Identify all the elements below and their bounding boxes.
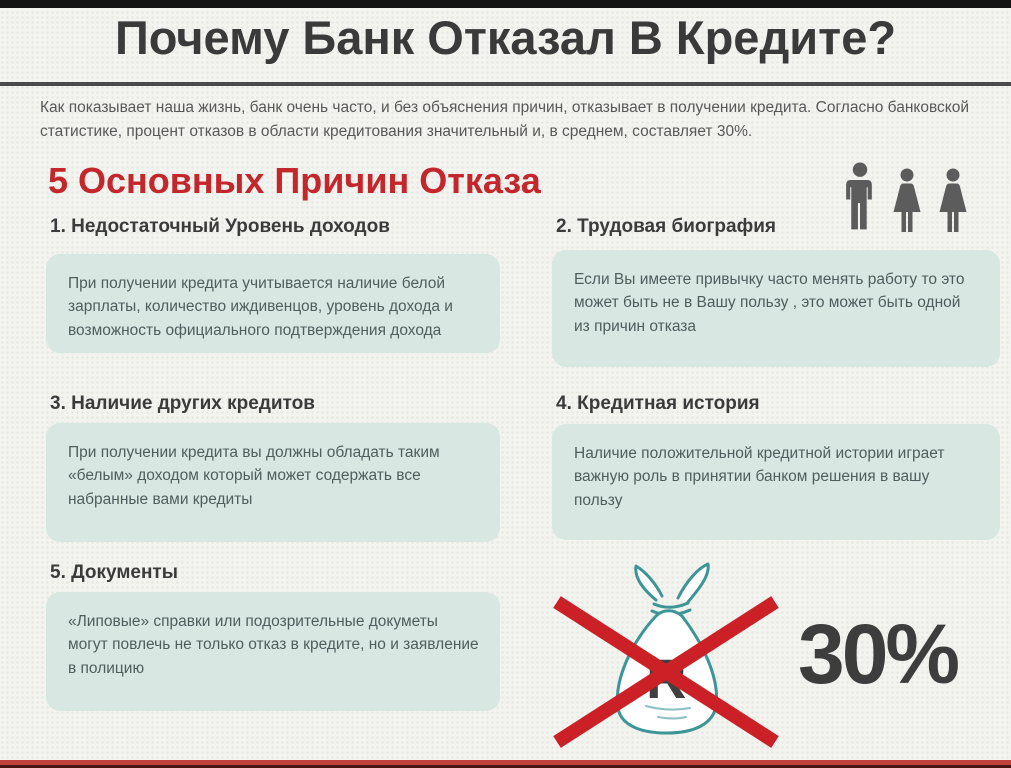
rejected-money-bag-graphic [550,556,782,748]
title-divider [0,82,1011,86]
page-title: Почему Банк Отказал В Кредите? [114,11,897,64]
reason-2-heading: 2. Трудовая биография [556,216,776,237]
people-icons-group [842,162,970,234]
reason-4-heading: 4. Кредитная история [556,393,760,414]
reason-1-heading: 1. Недостаточный Уровень доходов [50,216,390,237]
rejection-rate-value: 30% [798,607,958,701]
woman-icon [936,168,970,234]
reason-5-box: «Липовые» справки или подозрительные докуметы могут повлечь не только отказ в кредите, но и заявление в полицию [46,592,500,711]
reason-1-box: При получении кредита учитывается наличие белой зарплаты, количество иждивенцов, уровень дохода и возможность официального подтверждения дохода [46,254,500,353]
reason-5-heading: 5. Документы [50,562,178,583]
intro-paragraph: Как показывает наша жизнь, банк очень часто, и без объяснения причин, отказывает в получении кредита. Согласно банковской статистике, процент отказов в области кредитования значительный и, в среднем, составляет 30%. [40,99,970,141]
main-heading: 5 Основных Причин Отказа [48,160,541,201]
reason-4-box: Наличие положительной кредитной истории играет важную роль в принятии банком решения в вашу пользу [552,424,1000,540]
reason-2-box: Если Вы имеете привычку часто менять работу то это может быть не в Вашу пользу , это может быть одной из причин отказа [552,250,1000,367]
top-black-bar [0,0,1011,8]
man-icon [842,162,878,234]
woman-icon [890,168,924,234]
reason-3-box: При получении кредита вы должны обладать таким «белым» доходом который может содержать все набранные вами кредиты [46,423,500,542]
reason-3-heading: 3. Наличие других кредитов [50,393,315,414]
